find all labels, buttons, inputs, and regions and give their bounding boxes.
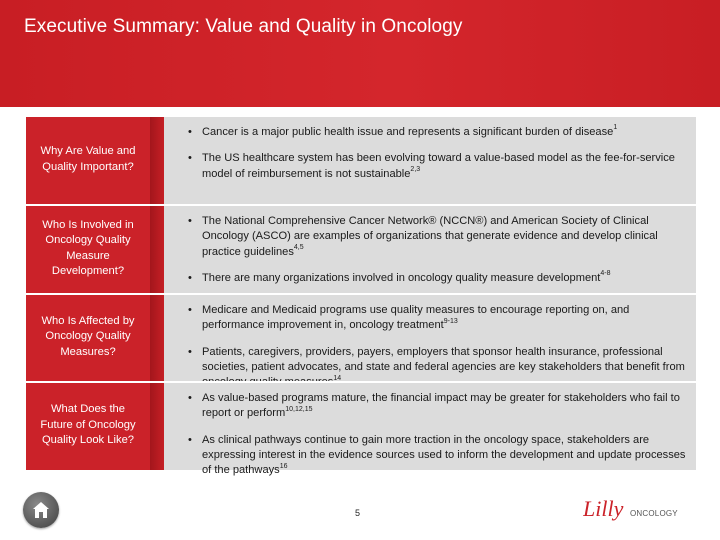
lilly-logo: [583, 494, 631, 529]
page-title: Executive Summary: Value and Quality in Oncology: [24, 16, 463, 37]
bullet-item: • Cancer is a major public health issue and represents a significant burden of disease$^1$: [188, 125, 688, 140]
home-button[interactable]: [23, 492, 59, 528]
bullet-item: • Medicare and Medicaid programs use quality measures to encourage reporting on, and performance improvement in, oncology treatment$^{9-13}$: [188, 303, 688, 334]
section-label: Who Is Involved in Oncology Quality Measure Development?: [26, 206, 150, 293]
section-label: Why Are Value and Quality Important?: [26, 117, 150, 204]
bullet-item: • Patients, caregivers, providers, payers, employers that sponsor health insurance, professional societies, patient advocates, and state and federal agencies are key stakeholders that benefit from $^{14}$: [188, 345, 688, 391]
bullet-item: • There are many organizations involved in oncology quality measure development$^{4-8}$: [188, 271, 688, 286]
svg-text:Lilly: Lilly: [583, 496, 624, 521]
bullet-item: • As value-based programs mature, the financial impact may be greater for stakeholders who fail to report or perform$^{10,12,15}$: [188, 391, 688, 422]
bullet-item: • As clinical pathways continue to gain more traction in the oncology space, stakeholders are expressing interest in the evidence sources used to inform the development and update processes of the pathways$^{16}$: [188, 433, 688, 479]
bullet-item: • The National Comprehensive Cancer Network® (NCCN®) and American Society of Clinical Oncology (ASCO) are examples of organizations that generate evidence and develop clinical practice guidelines$^{4,5}$: [188, 214, 688, 260]
section-row: [26, 206, 696, 293]
section-label: Who Is Affected by Oncology Quality Measures?: [26, 295, 150, 381]
section-label: What Does the Future of Oncology Quality Look Like?: [26, 383, 150, 470]
section-body: [164, 206, 696, 293]
header-banner: [0, 0, 720, 107]
section-row: [26, 383, 696, 477]
bullet-item: • The US healthcare system has been evolving toward a value-based model as the fee-for-service model of reimbursement is not sustainable$^{2,3}$: [188, 151, 688, 182]
section-body: [164, 383, 696, 477]
home-icon: [31, 500, 51, 520]
section-row: [26, 117, 696, 204]
section-body: [164, 117, 696, 204]
logo-subtext: ONCOLOGY: [630, 509, 678, 518]
section-row: [26, 295, 696, 381]
section-body: [164, 295, 696, 381]
page-number: 5: [355, 508, 361, 518]
